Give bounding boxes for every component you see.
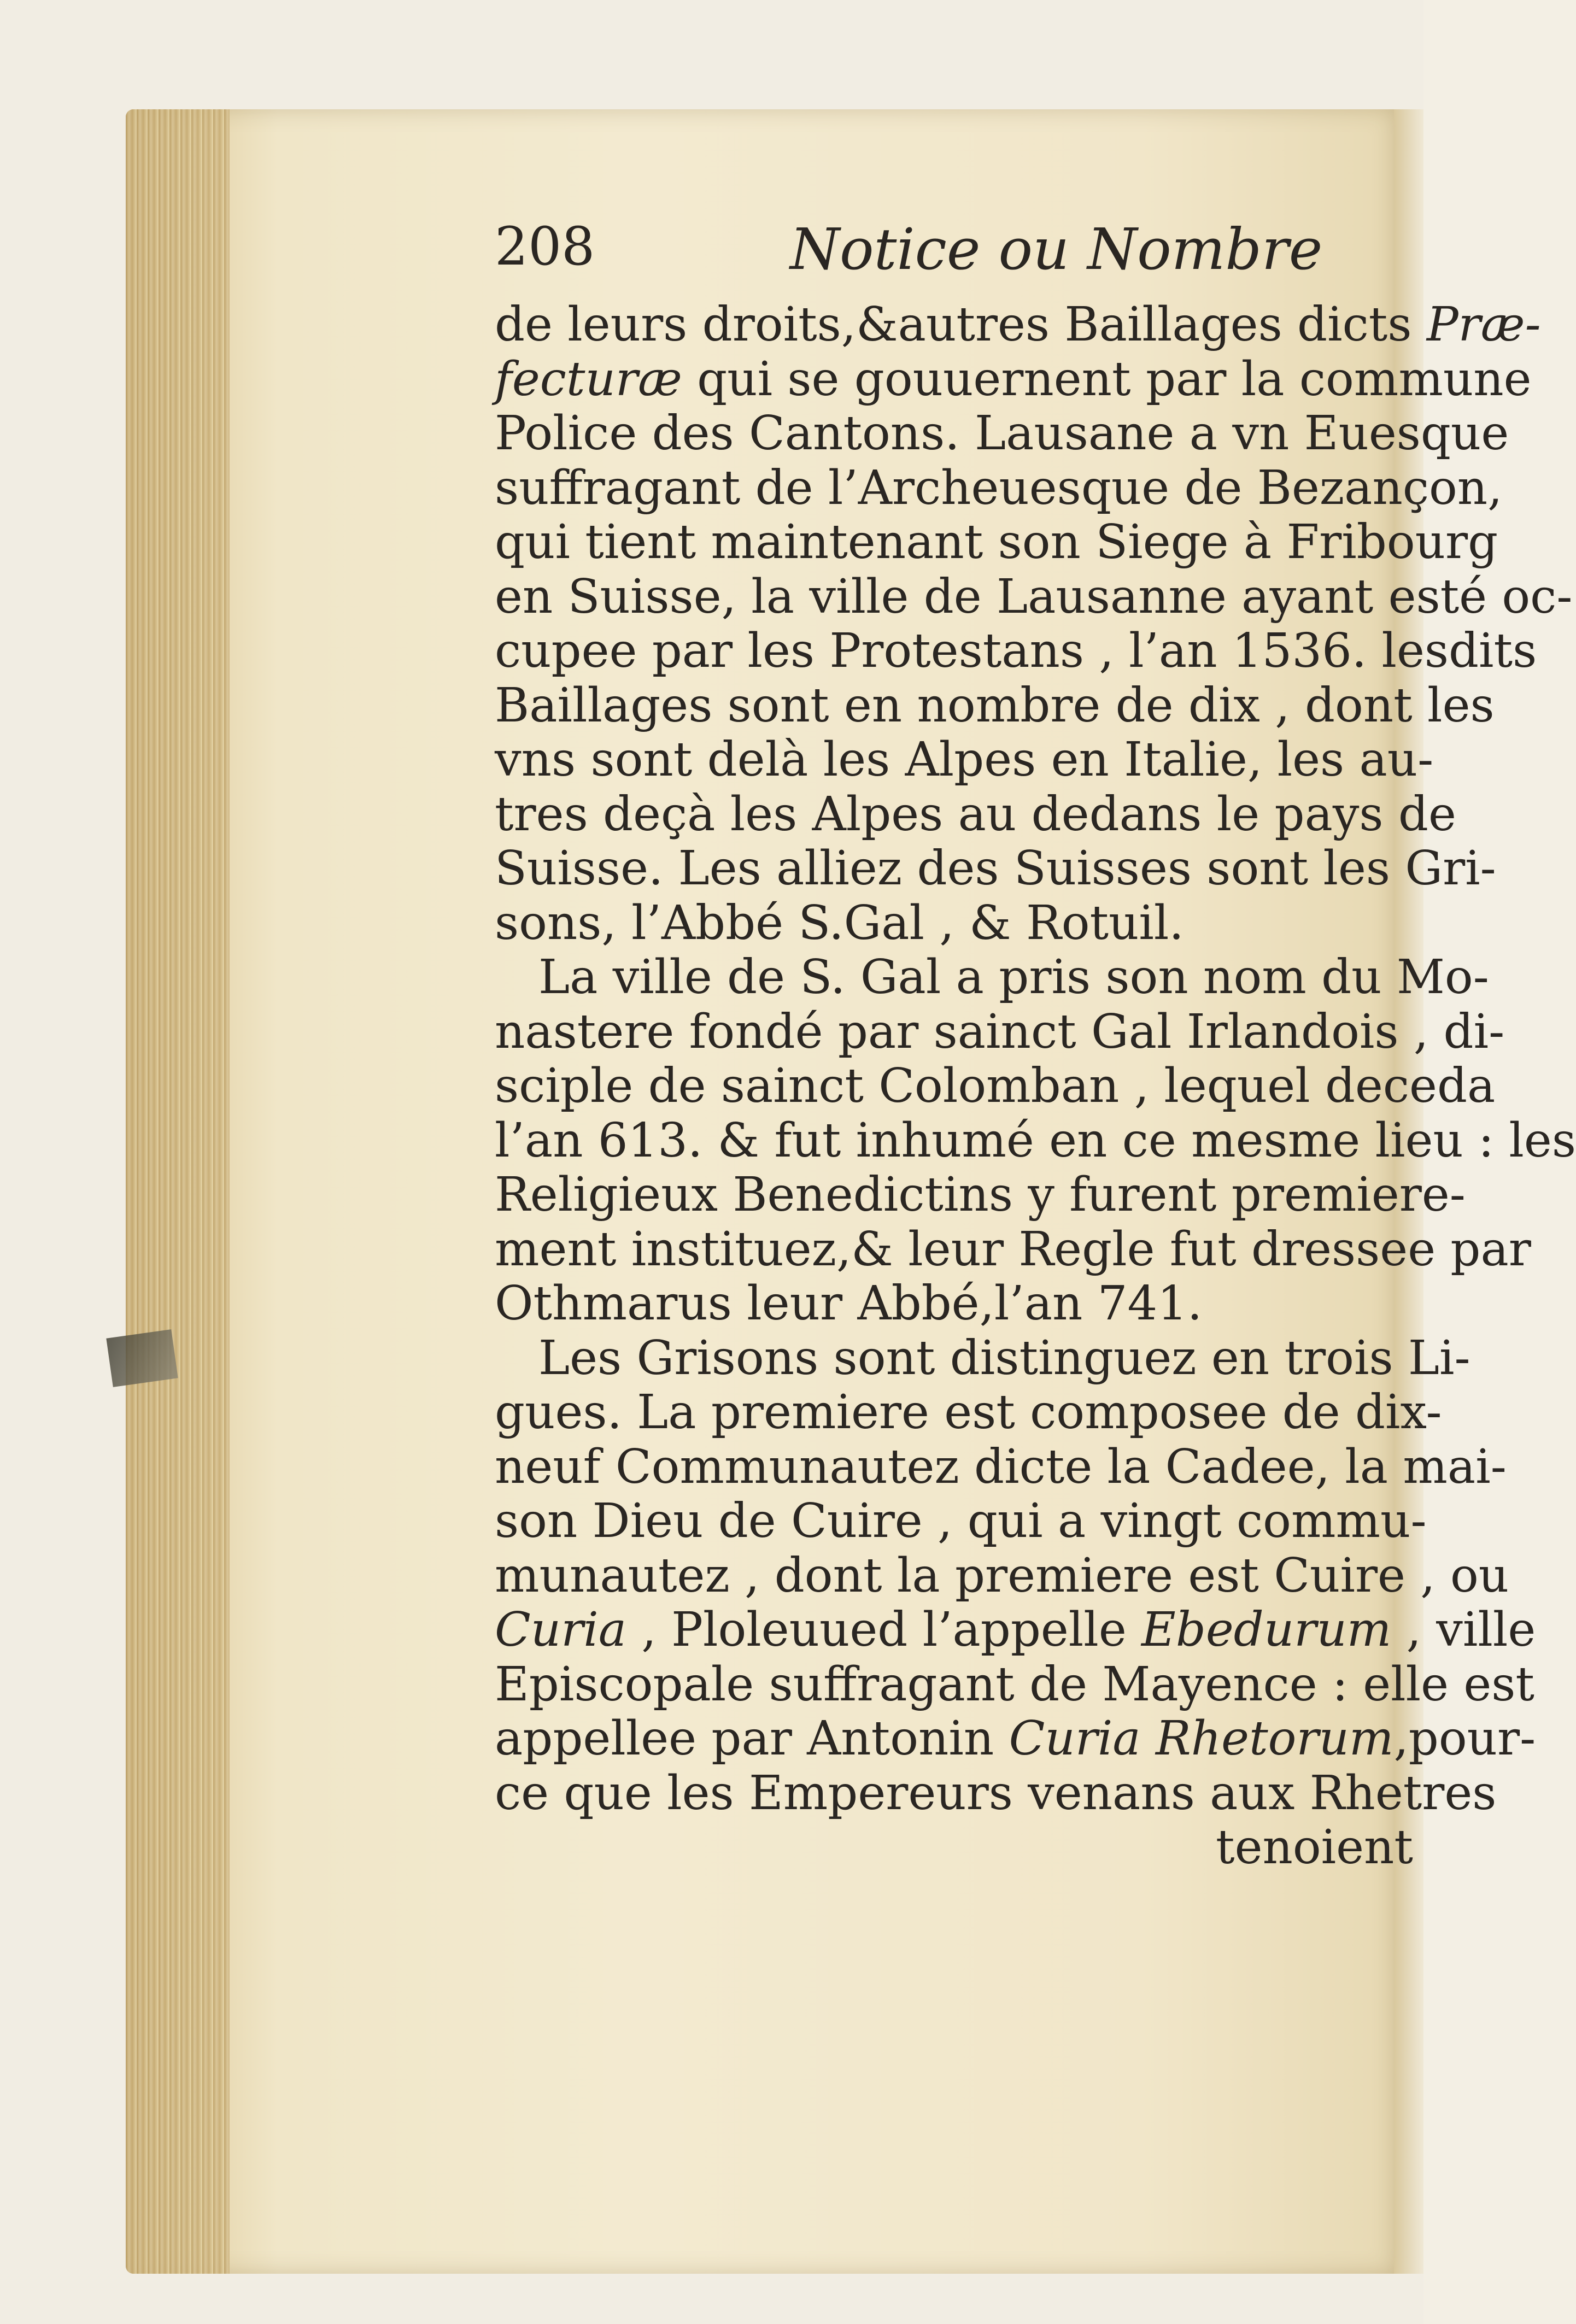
text-line: l’an 613. & fut inhumé en ce mesme lieu : les xyxy=(495,1113,1576,1168)
text-line: Police des Cantons. Lausane a vn Euesque xyxy=(495,406,1509,461)
text-line: La ville de S. Gal a pris son nom du Mo- xyxy=(538,950,1489,1005)
text-line: tres deçà les Alpes au dedans le pays de xyxy=(495,787,1456,842)
catchword: tenoient xyxy=(1216,1820,1413,1875)
text-line: de leurs droits,&autres Baillages dicts Præ- xyxy=(495,297,1541,352)
text-line: Othmarus leur Abbé,l’an 741. xyxy=(495,1276,1203,1331)
text-line: cupee par les Protestans , l’an 1536. lesdits xyxy=(495,624,1537,678)
text-line: sons, l’Abbé S.Gal , & Rotuil. xyxy=(495,895,1184,950)
text-line: Religieux Benedictins y furent premiere- xyxy=(495,1167,1466,1222)
running-title: Notice ou Nombre xyxy=(790,216,1323,283)
text-line: son Dieu de Cuire , qui a vingt commu- xyxy=(495,1494,1427,1548)
page-edges-left xyxy=(126,109,230,2274)
text-line: vns sont delà les Alpes en Italie, les au- xyxy=(495,732,1434,787)
text-line: appellee par Antonin Curia Rhetorum,pour- xyxy=(495,1711,1536,1766)
text-line: Episcopale suffragant de Mayence : elle est xyxy=(495,1657,1534,1712)
text-line: fecturæ qui se gouuernent par la commune xyxy=(495,351,1532,407)
text-line: ment instituez,& leur Regle fut dressee par xyxy=(495,1222,1531,1277)
text-line: neuf Communautez dicte la Cadee, la mai- xyxy=(495,1439,1507,1494)
text-line: suffragant de l’Archeuesque de Bezançon, xyxy=(495,460,1503,515)
text-line: en Suisse, la ville de Lausanne ayant esté oc- xyxy=(495,569,1573,624)
text-line: nastere fondé par sainct Gal Irlandois , di- xyxy=(495,1004,1505,1059)
text-line: qui tient maintenant son Siege à Fribourg xyxy=(495,515,1498,570)
running-head xyxy=(495,216,1413,298)
text-block xyxy=(495,216,1576,1875)
text-line: ce que les Empereurs venans aux Rhetres xyxy=(495,1765,1497,1821)
text-line: gues. La premiere est composee de dix- xyxy=(495,1385,1442,1440)
text-line: Baillages sont en nombre de dix , dont les xyxy=(495,678,1495,733)
text-line: Curia , Ploleuued l’appelle Ebedurum , ville xyxy=(495,1603,1536,1657)
text-line: sciple de sainct Colomban , lequel deceda xyxy=(495,1059,1496,1113)
ribbon-marker xyxy=(106,1329,178,1387)
text-line: Les Grisons sont distinguez en trois Li- xyxy=(538,1330,1470,1386)
page-number: 208 xyxy=(495,216,595,277)
text-line: Suisse. Les alliez des Suisses sont les Gri- xyxy=(495,841,1496,896)
text-line: munautez , dont la premiere est Cuire , ou xyxy=(495,1548,1509,1603)
